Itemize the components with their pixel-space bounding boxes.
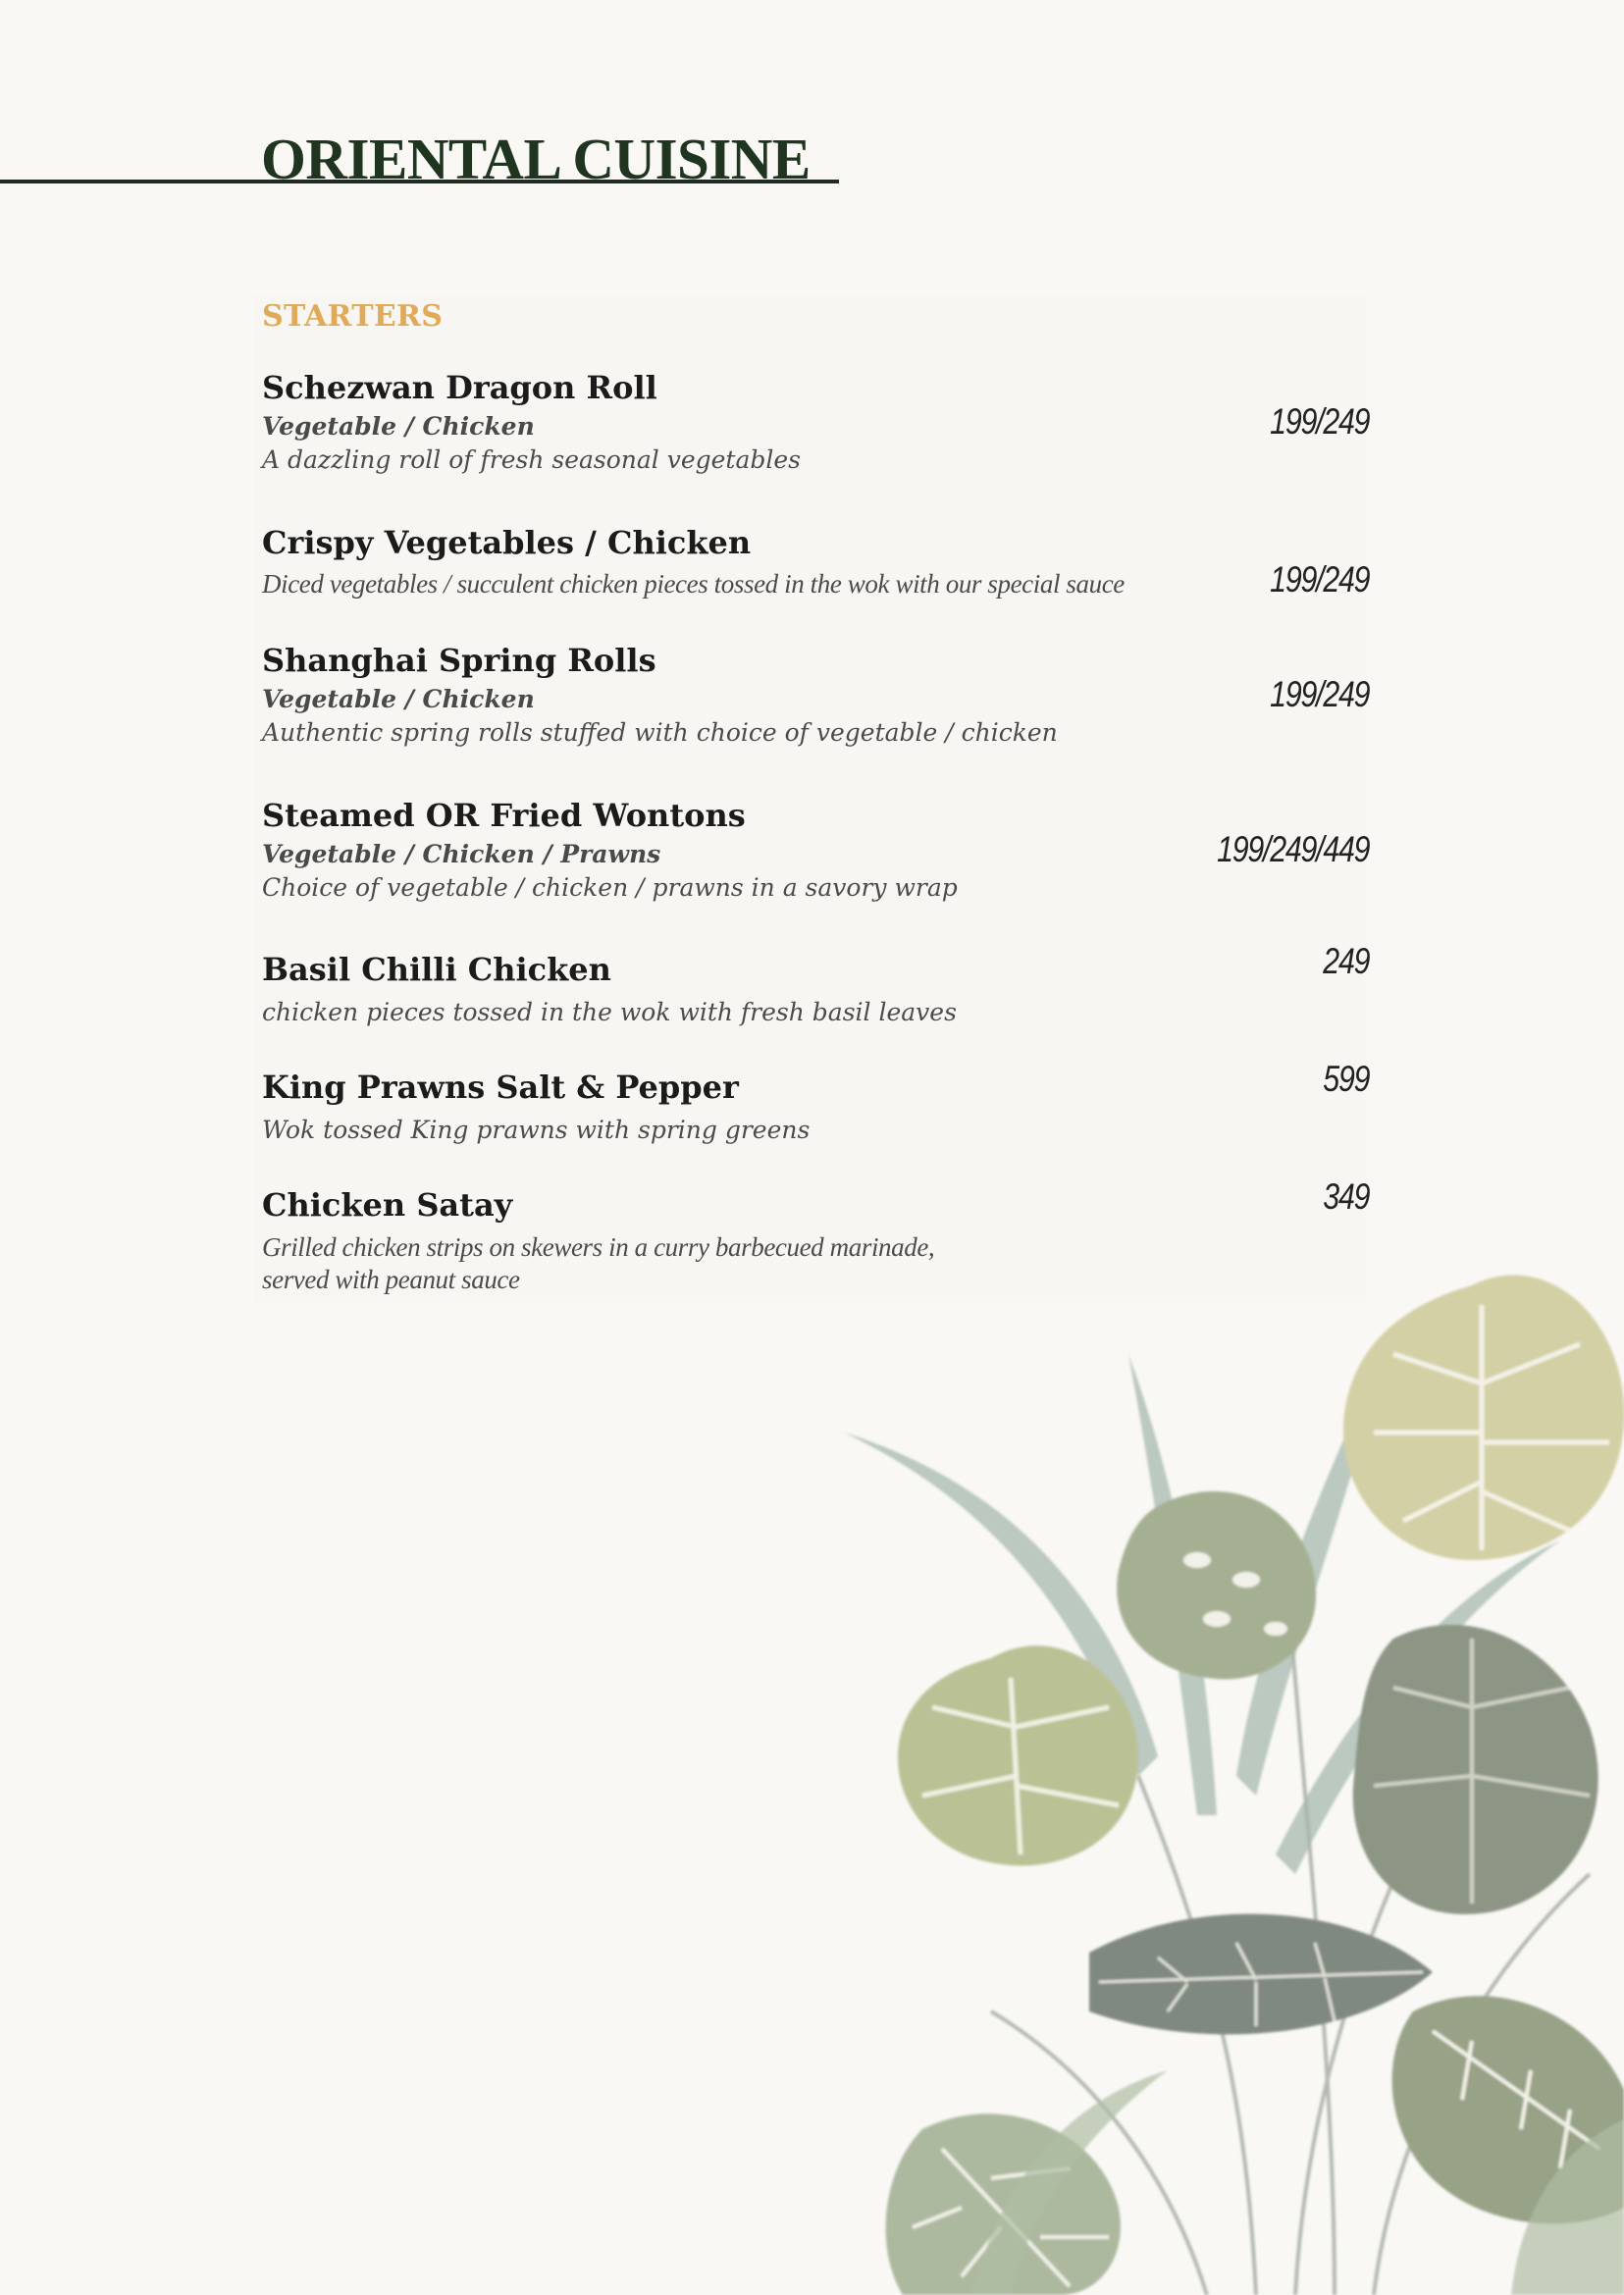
item-description: Authentic spring rolls stuffed with choice of vegetable / chicken [262,718,1058,747]
item-description: Choice of vegetable / chicken / prawns in a savory wrap [262,873,958,902]
item-description: A dazzling roll of fresh seasonal vegetables [262,445,802,474]
menu-item [262,795,1369,904]
item-name: Chicken Satay [262,1186,513,1224]
item-description: chicken pieces tossed in the wok with fresh basil leaves [262,998,957,1026]
item-name: King Prawns Salt & Pepper [262,1069,739,1106]
item-price: 199/249 [1269,674,1369,714]
item-variant: Vegetable / Chicken [262,412,535,441]
item-price: 199/249 [1269,401,1369,442]
item-name: Crispy Vegetables / Chicken [262,524,752,561]
menu-item [262,1059,1369,1146]
menu-item [262,522,1369,600]
menu-item [262,640,1369,749]
item-name: Shanghai Spring Rolls [262,642,656,679]
item-price: 199/249 [1269,559,1369,600]
item-name: Basil Chilli Chicken [262,951,611,988]
item-variant: Vegetable / Chicken [262,685,535,713]
item-name: Schezwan Dragon Roll [262,369,657,406]
item-price: 349 [1323,1176,1369,1217]
item-description: Wok tossed King prawns with spring greens [262,1116,811,1144]
menu-item [262,367,1369,476]
item-description: Diced vegetables / succulent chicken pieces tossed in the wok with our special sauce [262,569,1125,599]
item-price: 599 [1323,1059,1369,1099]
tropical-foliage-icon [844,1266,1624,2295]
section-title-starters: STARTERS [262,299,444,334]
item-variant: Vegetable / Chicken / Prawns [262,840,661,868]
item-name: Steamed OR Fried Wontons [262,797,746,834]
page-title: ORIENTAL CUISINE [261,127,811,191]
menu-item [262,941,1369,1028]
item-price: 199/249/449 [1216,829,1369,869]
item-description: Grilled chicken strips on skewers in a curry barbecued marinade, served with peanut sauce [262,1232,935,1294]
item-price: 249 [1323,941,1369,981]
